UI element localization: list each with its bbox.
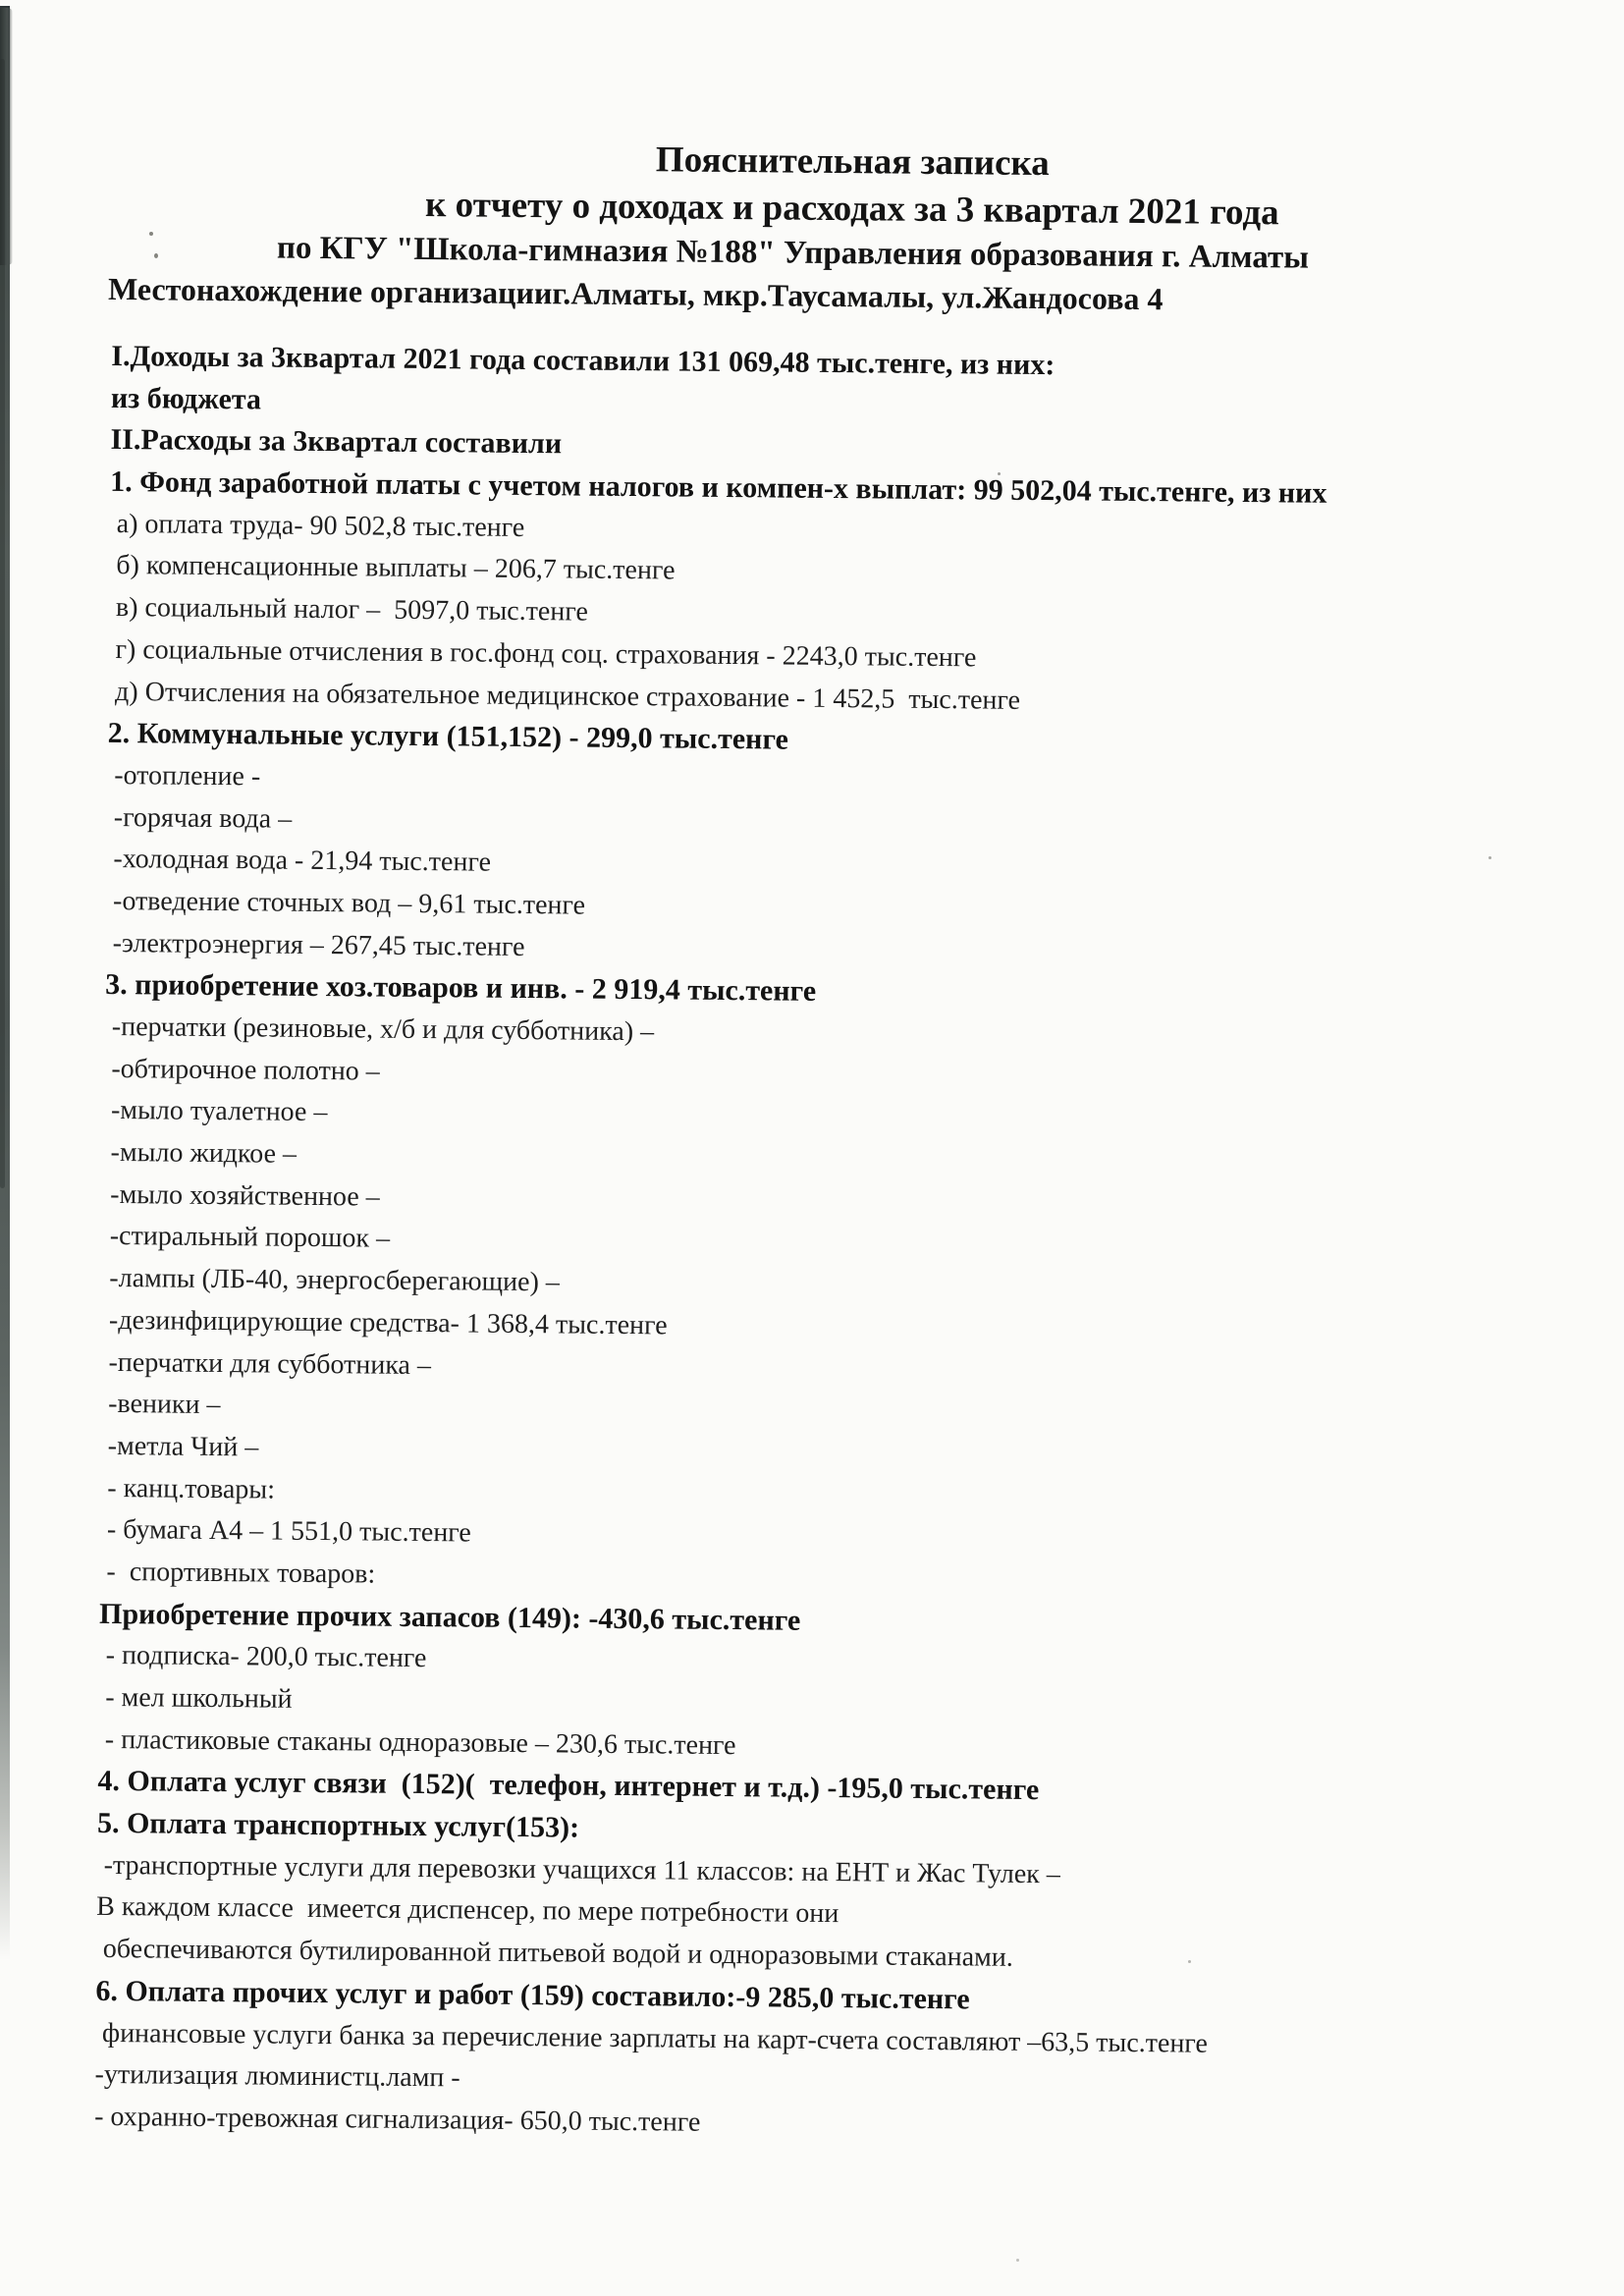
document-subtitle: к отчету о доходах и расходах за 3 квартал 2021 года	[424, 185, 1279, 234]
document-title: Пояснительная записка	[655, 139, 1050, 185]
doc-line-stationery: - канц.товары:	[100, 1472, 276, 1505]
doc-line-payroll-b: б) компенсационные выплаты – 206,7 тыс.тенге	[109, 550, 676, 586]
doc-line-section3-household: 3. приобретение хоз.товаров и инв. - 2 919,4 тыс.тенге	[105, 968, 817, 1009]
doc-line-disinfectants: -дезинфицирующие средства- 1 368,4 тыс.тенге	[101, 1304, 668, 1341]
doc-line-laundry-soap: -мыло хозяйственное –	[103, 1178, 380, 1213]
doc-line-brooms: -веники –	[101, 1389, 221, 1421]
doc-line-dispenser-2: обеспечиваются бутилированной питьевой водой и одноразовыми стаканами.	[95, 1933, 1013, 1973]
doc-line-payroll-d: д) Отчисления на обязательное медицинское страхование - 1 452,5 тыс.тенге	[107, 676, 1021, 716]
doc-line-cold-water: -холодная вода - 21,94 тыс.тенге	[106, 844, 492, 878]
doc-line-plastic-cups: - пластиковые стаканы одноразовые – 230,6 тыс.тенге	[97, 1723, 736, 1761]
doc-line-sport-goods: - спортивных товаров:	[99, 1556, 376, 1590]
doc-line-paper-a4: - бумага А4 – 1 551,0 тыс.тенге	[99, 1514, 471, 1549]
doc-line-payroll-v: в) социальный налог – 5097,0 тыс.тенге	[108, 592, 588, 628]
doc-line-expenses-heading: II.Расходы за 3квартал составили	[110, 423, 563, 461]
doc-line-payroll-g: г) социальные отчисления в гос.фонд соц. страхования - 2243,0 тыс.тенге	[108, 633, 977, 674]
doc-line-transport-services: -транспортные услуги для перевозки учащихся 11 классов: на ЕНТ и Жас Тулек –	[96, 1849, 1060, 1890]
doc-line-wiping-cloth: -обтирочное полотно –	[104, 1053, 380, 1087]
doc-line-school-chalk: - мел школьный	[98, 1681, 293, 1715]
org-name-line: по КГУ "Школа-гимназия №188" Управления образования г. Алматы	[276, 230, 1310, 276]
doc-line-section1-payroll: 1. Фонд заработной платы с учетом налогов и компен-х выплат: 99 502,04 тыс.тенге, из них	[110, 465, 1327, 510]
doc-line-washing-powder: -стиральный порошок –	[102, 1221, 391, 1255]
doc-line-from-budget: из бюджета	[110, 381, 262, 416]
doc-line-heating: -отопление -	[107, 759, 261, 793]
doc-line-subbotnik-gloves: -перчатки для субботника –	[101, 1346, 432, 1381]
doc-line-liquid-soap: -мыло жидкое –	[103, 1136, 298, 1170]
location-line: Местонахождение организацииг.Алматы, мкр.Таусамалы, ул.Жандосова 4	[107, 270, 1164, 317]
doc-line-bank-services: финансовые услуги банка за перечисление зарплаты на карт-счета составляют –63,5 тыс.тенге	[94, 2017, 1209, 2059]
doc-line-lamps: -лампы (ЛБ-40, энергосберегающие) –	[102, 1263, 561, 1298]
doc-line-gloves: -перчатки (резиновые, х/б и для субботника) –	[104, 1011, 655, 1048]
doc-line-section6-other-services: 6. Оплата прочих услуг и работ (159) составило:-9 285,0 тыс.тенге	[95, 1974, 970, 2016]
document-body	[94, 336, 1595, 2153]
doc-line-sewage: -отведение сточных вод – 9,61 тыс.тенге	[105, 885, 586, 921]
doc-line-electricity: -электроэнергия – 267,45 тыс.тенге	[105, 927, 525, 962]
doc-line-section2-utilities: 2. Коммунальные услуги (151,152) - 299,0 тыс.тенге	[107, 717, 789, 756]
doc-line-chiy-broom: -метла Чий –	[100, 1430, 259, 1463]
doc-line-hot-water: -горячая вода –	[106, 801, 293, 835]
doc-line-dispenser-1: В каждом классе имеется диспенсер, по мере потребности они	[96, 1891, 839, 1930]
doc-line-lamp-disposal: -утилизация люминистц.ламп -	[94, 2059, 460, 2094]
doc-line-toilet-soap: -мыло туалетное –	[103, 1095, 328, 1128]
doc-line-payroll-a: а) оплата труда- 90 502,8 тыс.тенге	[109, 508, 525, 543]
doc-line-section4-communication: 4. Оплата услуг связи (152)( телефон, интернет и т.д.) -195,0 тыс.тенге	[97, 1765, 1040, 1807]
doc-line-section5-transport: 5. Оплата транспортных услуг(153):	[96, 1806, 580, 1844]
doc-line-alarm-system: - охранно-тревожная сигнализация- 650,0 тыс.тенге	[94, 2101, 701, 2138]
doc-line-other-stocks: Приобретение прочих запасов (149): -430,6 тыс.тенге	[98, 1597, 801, 1637]
doc-line-subscription: - подписка- 200,0 тыс.тенге	[98, 1640, 427, 1674]
doc-line-income-total: I.Доходы за 3квартал 2021 года составили 131 069,48 тыс.тенге, из них:	[111, 339, 1056, 382]
